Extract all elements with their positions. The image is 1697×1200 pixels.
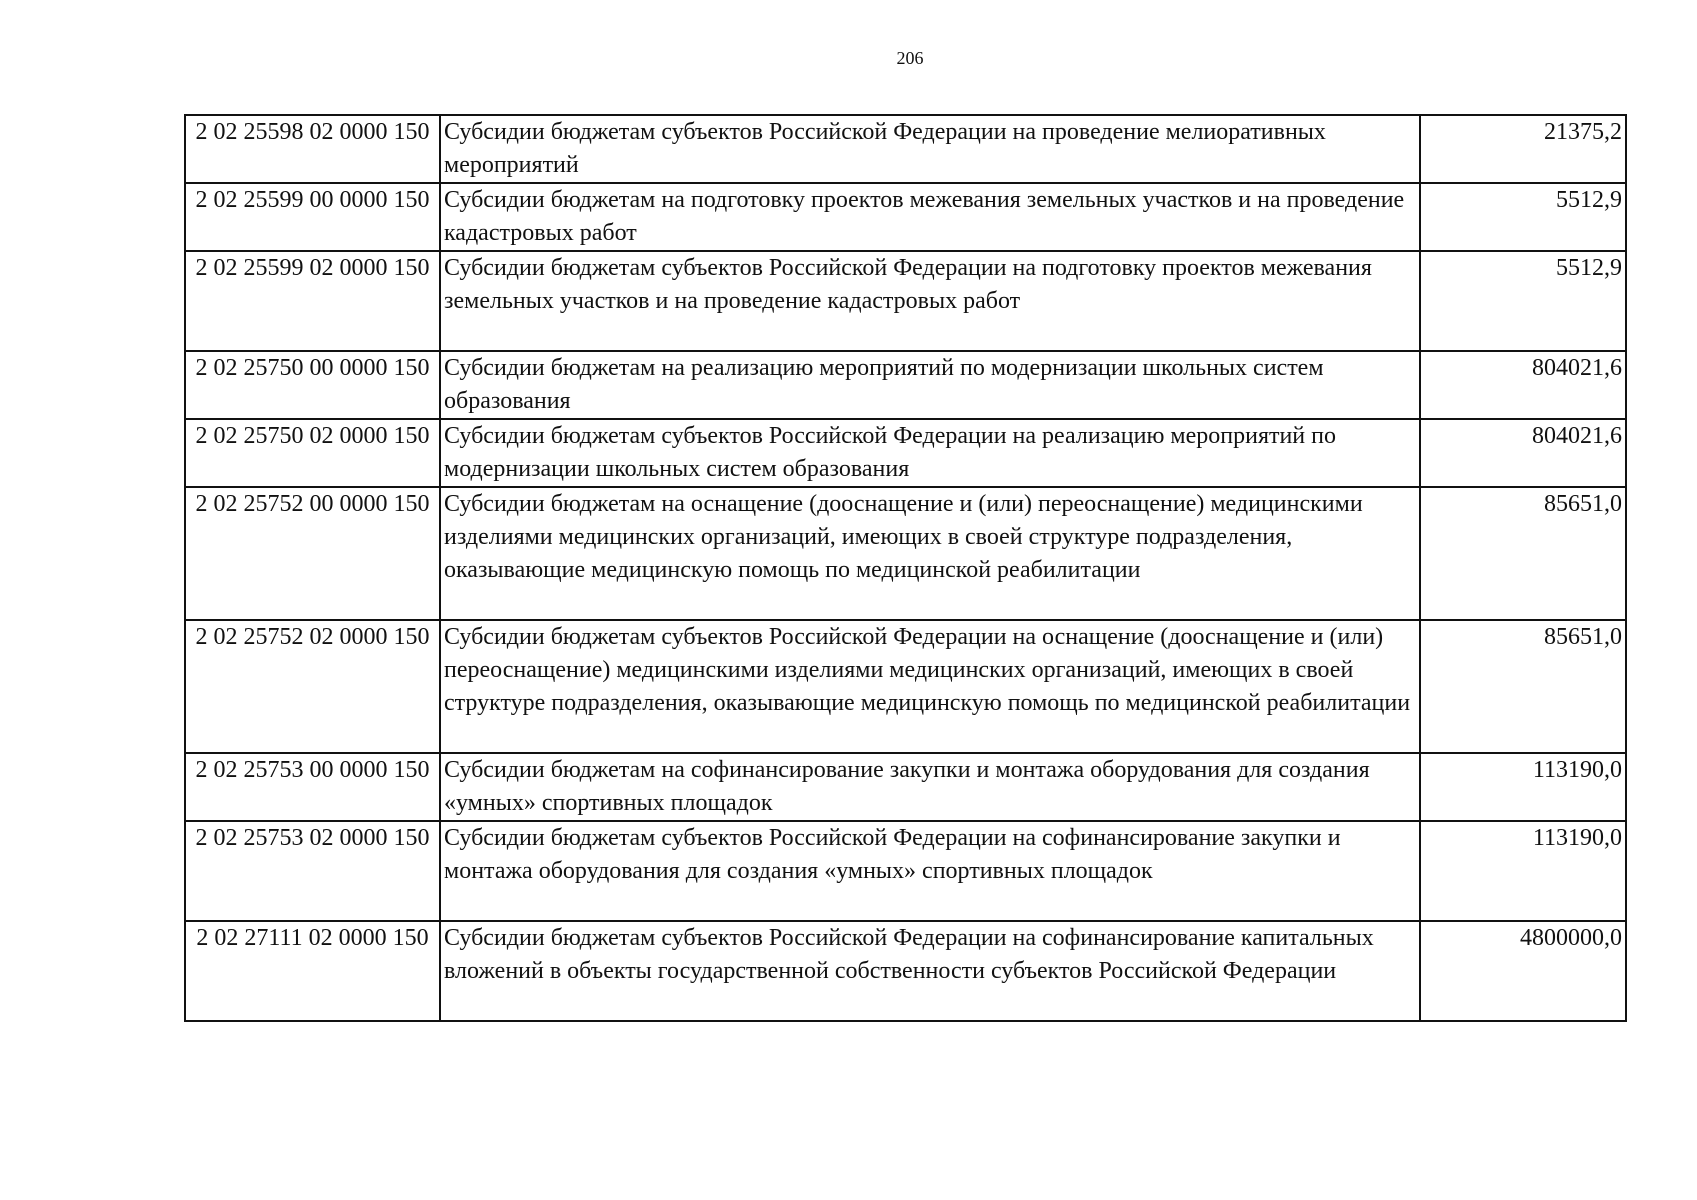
revenue-name: Субсидии бюджетам субъектов Российской Федерации на софинансирование капитальных вложений в объекты государственной собственности субъектов Российской Федерации [440, 921, 1420, 1021]
table-row [185, 753, 1626, 821]
revenue-name: Субсидии бюджетам субъектов Российской Федерации на оснащение (дооснащение и (или) переоснащение) медицинскими изделиями медицинских организаций, имеющих в своей структуре подразделения, оказывающие медицинскую помощь по медицинской реабилитации [440, 620, 1420, 753]
budget-code: 2 02 25752 00 0000 150 [185, 487, 440, 620]
table-row [185, 821, 1626, 921]
table-row [185, 115, 1626, 183]
amount: 21375,2 [1420, 115, 1626, 183]
revenue-name: Субсидии бюджетам субъектов Российской Федерации на реализацию мероприятий по модернизации школьных систем образования [440, 419, 1420, 487]
amount: 5512,9 [1420, 251, 1626, 351]
amount: 113190,0 [1420, 821, 1626, 921]
amount: 85651,0 [1420, 620, 1626, 753]
table-row [185, 419, 1626, 487]
table-row [185, 620, 1626, 753]
budget-code: 2 02 27111 02 0000 150 [185, 921, 440, 1021]
budget-table [184, 114, 1627, 1022]
amount: 85651,0 [1420, 487, 1626, 620]
revenue-name: Субсидии бюджетам субъектов Российской Федерации на подготовку проектов межевания земельных участков и на проведение кадастровых работ [440, 251, 1420, 351]
table-row [185, 351, 1626, 419]
page-number: 206 [896, 48, 924, 68]
revenue-name: Субсидии бюджетам на оснащение (дооснащение и (или) переоснащение) медицинскими изделиями медицинских организаций, имеющих в своей структуре подразделения, оказывающие медицинскую помощь по медицинской реабилитации [440, 487, 1420, 620]
revenue-name: Субсидии бюджетам на софинансирование закупки и монтажа оборудования для создания «умных» спортивных площадок [440, 753, 1420, 821]
budget-code: 2 02 25750 02 0000 150 [185, 419, 440, 487]
revenue-name: Субсидии бюджетам на подготовку проектов межевания земельных участков и на проведение кадастровых работ [440, 183, 1420, 251]
table-row [185, 183, 1626, 251]
amount: 113190,0 [1420, 753, 1626, 821]
budget-code: 2 02 25599 02 0000 150 [185, 251, 440, 351]
revenue-name: Субсидии бюджетам субъектов Российской Федерации на проведение мелиоративных мероприятий [440, 115, 1420, 183]
budget-code: 2 02 25753 02 0000 150 [185, 821, 440, 921]
revenue-name: Субсидии бюджетам на реализацию мероприятий по модернизации школьных систем образования [440, 351, 1420, 419]
table-row [185, 487, 1626, 620]
budget-code: 2 02 25599 00 0000 150 [185, 183, 440, 251]
budget-code: 2 02 25598 02 0000 150 [185, 115, 440, 183]
budget-code: 2 02 25753 00 0000 150 [185, 753, 440, 821]
budget-code: 2 02 25752 02 0000 150 [185, 620, 440, 753]
amount: 5512,9 [1420, 183, 1626, 251]
amount: 804021,6 [1420, 351, 1626, 419]
table-row [185, 251, 1626, 351]
budget-code: 2 02 25750 00 0000 150 [185, 351, 440, 419]
revenue-name: Субсидии бюджетам субъектов Российской Федерации на софинансирование закупки и монтажа оборудования для создания «умных» спортивных площадок [440, 821, 1420, 921]
amount: 4800000,0 [1420, 921, 1626, 1021]
table-row [185, 921, 1626, 1021]
amount: 804021,6 [1420, 419, 1626, 487]
